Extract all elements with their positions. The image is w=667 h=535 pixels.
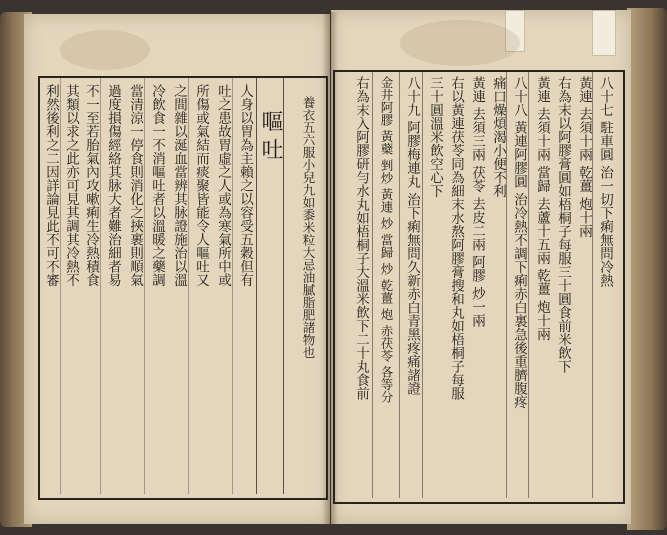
column-rule xyxy=(188,78,189,494)
text-column: 右為末入阿膠研勻水丸如梧桐子大溫米飲下二十丸食前 xyxy=(353,76,369,400)
column-rule xyxy=(506,72,507,498)
book-right-edge xyxy=(627,8,667,530)
column-rule xyxy=(372,72,373,498)
text-column: 所傷或氣結而痰聚皆能令人嘔吐又 xyxy=(193,84,209,287)
recipe-heading: 八十七 駐車圓 治一切下痢無問冷熱 xyxy=(597,76,613,288)
text-column: 利然後利之二因詳論見此不可不審 xyxy=(43,84,59,287)
text-column: 吐之患故胃虛之人或為寒氣所中或 xyxy=(215,84,231,287)
text-column: 黃連 去須十兩 乾薑 炮十兩 xyxy=(576,76,592,238)
column-rule xyxy=(144,78,145,494)
column-rule xyxy=(399,72,400,498)
column-rule xyxy=(592,72,593,498)
section-heading: 嘔吐 xyxy=(258,110,283,166)
text-column: 冷飲食一不消嘔吐者以溫暖之藥調 xyxy=(149,84,165,287)
column-rule xyxy=(528,72,529,498)
column-rule xyxy=(256,78,257,494)
column-rule xyxy=(60,78,61,494)
text-column: 過度損傷經絡其脉大者難治細者易 xyxy=(105,84,121,287)
paper-tab xyxy=(592,10,616,56)
recipe-heading: 八十八 黃連阿膠圓 治冷熱不調下痢赤白裏急後重臍腹疼 xyxy=(511,76,527,409)
recipe-heading: 八十九 阿膠梅連丸 治下痢無問久新赤白青黑疼痛諸證 xyxy=(404,76,420,396)
paper-stain xyxy=(60,30,150,70)
column-rule xyxy=(283,78,284,494)
paper-stain xyxy=(400,20,520,66)
text-column: 其類以求之此亦可見其調其冷熱不 xyxy=(63,84,79,287)
text-column: 三十圓溫米飲空心下 xyxy=(427,76,443,198)
column-rule xyxy=(232,78,233,494)
column-rule xyxy=(100,78,101,494)
text-column: 右以黃連茯苓同為細末水熬阿膠膏搜和丸如梧桐子每服 xyxy=(448,76,464,400)
text-column: 養衣五六服小兒九如黍米粒大忌油膩脂肥諸物也 xyxy=(301,96,316,359)
text-column: 黃連 去須十兩 當歸 去蘆十五兩 乾薑 炮十兩 xyxy=(534,76,550,341)
text-column: 人身以胃為主賴之以容受五穀但有 xyxy=(237,84,253,287)
text-column: 黃連 去須三兩 茯苓 去皮二兩 阿膠 炒一兩 xyxy=(469,76,485,327)
text-column: 不一至若胎氣內攻嗽痢生冷熱積食 xyxy=(83,84,99,287)
text-column: 痛口燥煩渴小便不利 xyxy=(490,76,506,198)
text-column: 右為末以阿膠膏圓如梧桐子每服三十圓食前米飲下 xyxy=(555,76,571,373)
column-rule xyxy=(422,72,423,498)
text-column: 金井阿膠 黃蘗 剉炒 黃連 炒 當歸 炒 乾薑 炮 赤茯苓 各等分 xyxy=(379,76,394,404)
text-column: 當清涼一停食則消化之挾裹則順氣 xyxy=(127,84,143,287)
text-column: 之間雜以涎血當辨其脉證施治以溫 xyxy=(171,84,187,287)
